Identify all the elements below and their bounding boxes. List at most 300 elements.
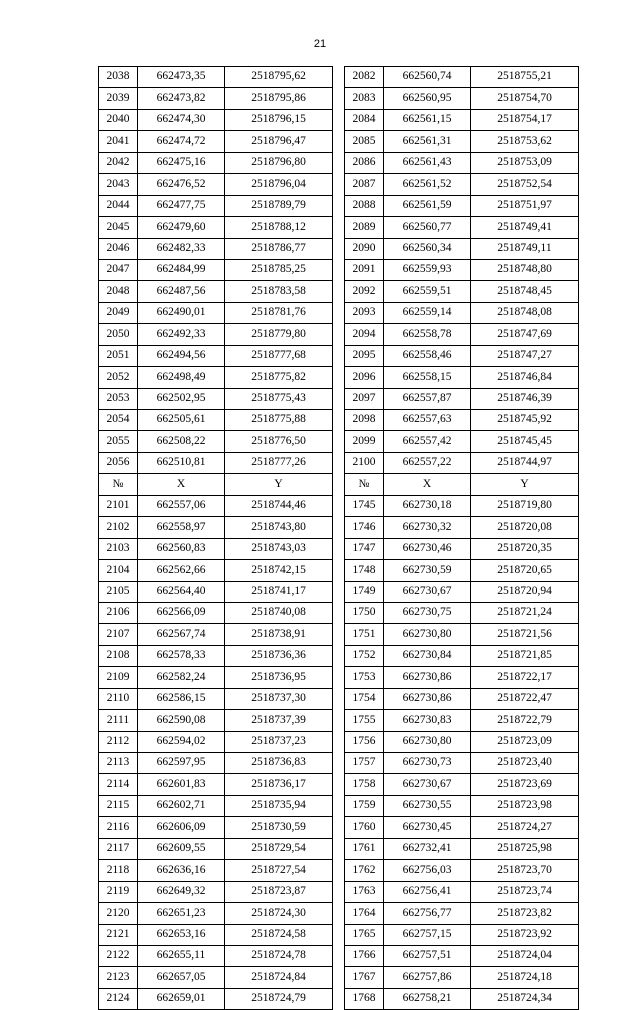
column-gap bbox=[333, 195, 345, 216]
table-row bbox=[99, 688, 579, 709]
x-coordinate-cell: 662566,09 bbox=[138, 602, 225, 623]
point-number-cell: 2053 bbox=[99, 388, 138, 409]
column-gap bbox=[333, 710, 345, 731]
y-coordinate-cell: 2518722,47 bbox=[471, 688, 579, 709]
column-gap bbox=[333, 238, 345, 259]
x-coordinate-cell: 662757,51 bbox=[384, 945, 471, 966]
column-gap bbox=[333, 838, 345, 859]
x-coordinate-cell: 662487,56 bbox=[138, 281, 225, 302]
point-number-cell: 2103 bbox=[99, 538, 138, 559]
column-gap bbox=[333, 881, 345, 902]
x-coordinate-cell: 662557,63 bbox=[384, 410, 471, 431]
y-coordinate-cell: 2518725,98 bbox=[471, 838, 579, 859]
table-row bbox=[99, 195, 579, 216]
y-coordinate-cell: 2518719,80 bbox=[471, 495, 579, 516]
table-row bbox=[99, 645, 579, 666]
point-number-cell: 2056 bbox=[99, 452, 138, 473]
column-gap bbox=[333, 860, 345, 881]
y-coordinate-cell: 2518738,91 bbox=[225, 624, 333, 645]
point-number-cell: 1745 bbox=[345, 495, 384, 516]
x-coordinate-cell: 662730,86 bbox=[384, 667, 471, 688]
x-coordinate-cell: 662473,82 bbox=[138, 88, 225, 109]
point-number-cell: 1755 bbox=[345, 710, 384, 731]
column-header-x: X bbox=[138, 474, 225, 495]
point-number-cell: 2043 bbox=[99, 174, 138, 195]
y-coordinate-cell: 2518796,47 bbox=[225, 131, 333, 152]
point-number-cell: 1748 bbox=[345, 560, 384, 581]
point-number-cell: 1747 bbox=[345, 538, 384, 559]
y-coordinate-cell: 2518724,34 bbox=[471, 988, 579, 1009]
y-coordinate-cell: 2518749,11 bbox=[471, 238, 579, 259]
point-number-cell: 2041 bbox=[99, 131, 138, 152]
column-gap bbox=[333, 131, 345, 152]
table-row bbox=[99, 109, 579, 130]
x-coordinate-cell: 662756,77 bbox=[384, 903, 471, 924]
x-coordinate-cell: 662730,59 bbox=[384, 560, 471, 581]
y-coordinate-cell: 2518776,50 bbox=[225, 431, 333, 452]
y-coordinate-cell: 2518741,17 bbox=[225, 581, 333, 602]
x-coordinate-cell: 662730,73 bbox=[384, 753, 471, 774]
point-number-cell: 1751 bbox=[345, 624, 384, 645]
x-coordinate-cell: 662578,33 bbox=[138, 645, 225, 666]
x-coordinate-cell: 662730,80 bbox=[384, 731, 471, 752]
table-row bbox=[99, 624, 579, 645]
x-coordinate-cell: 662557,22 bbox=[384, 452, 471, 473]
x-coordinate-cell: 662730,80 bbox=[384, 624, 471, 645]
point-number-cell: 2104 bbox=[99, 560, 138, 581]
x-coordinate-cell: 662558,46 bbox=[384, 345, 471, 366]
x-coordinate-cell: 662651,23 bbox=[138, 903, 225, 924]
y-coordinate-cell: 2518779,80 bbox=[225, 324, 333, 345]
point-number-cell: 2118 bbox=[99, 860, 138, 881]
x-coordinate-cell: 662564,40 bbox=[138, 581, 225, 602]
column-gap bbox=[333, 281, 345, 302]
y-coordinate-cell: 2518796,80 bbox=[225, 152, 333, 173]
column-gap bbox=[333, 152, 345, 173]
point-number-cell: 2116 bbox=[99, 817, 138, 838]
x-coordinate-cell: 662559,14 bbox=[384, 302, 471, 323]
y-coordinate-cell: 2518735,94 bbox=[225, 795, 333, 816]
table-row bbox=[99, 367, 579, 388]
y-coordinate-cell: 2518729,54 bbox=[225, 838, 333, 859]
column-gap bbox=[333, 602, 345, 623]
y-coordinate-cell: 2518723,82 bbox=[471, 903, 579, 924]
x-coordinate-cell: 662559,93 bbox=[384, 259, 471, 280]
y-coordinate-cell: 2518723,98 bbox=[471, 795, 579, 816]
coordinates-table-body bbox=[99, 67, 579, 1010]
point-number-cell: 2100 bbox=[345, 452, 384, 473]
table-row bbox=[99, 838, 579, 859]
x-coordinate-cell: 662474,72 bbox=[138, 131, 225, 152]
x-coordinate-cell: 662560,77 bbox=[384, 217, 471, 238]
y-coordinate-cell: 2518724,84 bbox=[225, 967, 333, 988]
y-coordinate-cell: 2518748,80 bbox=[471, 259, 579, 280]
x-coordinate-cell: 662557,42 bbox=[384, 431, 471, 452]
x-coordinate-cell: 662597,95 bbox=[138, 753, 225, 774]
y-coordinate-cell: 2518737,23 bbox=[225, 731, 333, 752]
y-coordinate-cell: 2518786,77 bbox=[225, 238, 333, 259]
x-coordinate-cell: 662757,15 bbox=[384, 924, 471, 945]
point-number-cell: 1762 bbox=[345, 860, 384, 881]
x-coordinate-cell: 662582,24 bbox=[138, 667, 225, 688]
column-gap bbox=[333, 174, 345, 195]
x-coordinate-cell: 662730,84 bbox=[384, 645, 471, 666]
x-coordinate-cell: 662560,95 bbox=[384, 88, 471, 109]
table-row bbox=[99, 731, 579, 752]
y-coordinate-cell: 2518724,79 bbox=[225, 988, 333, 1009]
column-gap bbox=[333, 795, 345, 816]
x-coordinate-cell: 662732,41 bbox=[384, 838, 471, 859]
table-row bbox=[99, 152, 579, 173]
x-coordinate-cell: 662756,03 bbox=[384, 860, 471, 881]
point-number-cell: 2086 bbox=[345, 152, 384, 173]
x-coordinate-cell: 662649,32 bbox=[138, 881, 225, 902]
y-coordinate-cell: 2518777,68 bbox=[225, 345, 333, 366]
column-gap bbox=[333, 538, 345, 559]
point-number-cell: 2101 bbox=[99, 495, 138, 516]
x-coordinate-cell: 662561,52 bbox=[384, 174, 471, 195]
x-coordinate-cell: 662479,60 bbox=[138, 217, 225, 238]
column-gap bbox=[333, 452, 345, 473]
column-gap bbox=[333, 302, 345, 323]
point-number-cell: 1759 bbox=[345, 795, 384, 816]
x-coordinate-cell: 662473,35 bbox=[138, 67, 225, 88]
y-coordinate-cell: 2518781,76 bbox=[225, 302, 333, 323]
x-coordinate-cell: 662606,09 bbox=[138, 817, 225, 838]
x-coordinate-cell: 662655,11 bbox=[138, 945, 225, 966]
table-row bbox=[99, 860, 579, 881]
point-number-cell: 2088 bbox=[345, 195, 384, 216]
y-coordinate-cell: 2518737,39 bbox=[225, 710, 333, 731]
x-coordinate-cell: 662482,33 bbox=[138, 238, 225, 259]
column-gap bbox=[333, 753, 345, 774]
x-coordinate-cell: 662561,43 bbox=[384, 152, 471, 173]
y-coordinate-cell: 2518747,69 bbox=[471, 324, 579, 345]
point-number-cell: 2117 bbox=[99, 838, 138, 859]
point-number-cell: 1764 bbox=[345, 903, 384, 924]
x-coordinate-cell: 662653,16 bbox=[138, 924, 225, 945]
x-coordinate-cell: 662477,75 bbox=[138, 195, 225, 216]
column-gap bbox=[333, 581, 345, 602]
column-header-x: X bbox=[384, 474, 471, 495]
x-coordinate-cell: 662475,16 bbox=[138, 152, 225, 173]
y-coordinate-cell: 2518723,69 bbox=[471, 774, 579, 795]
y-coordinate-cell: 2518723,92 bbox=[471, 924, 579, 945]
y-coordinate-cell: 2518727,54 bbox=[225, 860, 333, 881]
y-coordinate-cell: 2518723,09 bbox=[471, 731, 579, 752]
x-coordinate-cell: 662558,15 bbox=[384, 367, 471, 388]
point-number-cell: 2040 bbox=[99, 109, 138, 130]
y-coordinate-cell: 2518785,25 bbox=[225, 259, 333, 280]
table-row bbox=[99, 281, 579, 302]
x-coordinate-cell: 662510,81 bbox=[138, 452, 225, 473]
y-coordinate-cell: 2518723,87 bbox=[225, 881, 333, 902]
x-coordinate-cell: 662558,78 bbox=[384, 324, 471, 345]
column-gap bbox=[333, 474, 345, 495]
table-row bbox=[99, 602, 579, 623]
x-coordinate-cell: 662560,74 bbox=[384, 67, 471, 88]
column-header-n: № bbox=[99, 474, 138, 495]
point-number-cell: 2108 bbox=[99, 645, 138, 666]
y-coordinate-cell: 2518723,70 bbox=[471, 860, 579, 881]
y-coordinate-cell: 2518736,36 bbox=[225, 645, 333, 666]
column-gap bbox=[333, 774, 345, 795]
point-number-cell: 1767 bbox=[345, 967, 384, 988]
point-number-cell: 2095 bbox=[345, 345, 384, 366]
x-coordinate-cell: 662484,99 bbox=[138, 259, 225, 280]
x-coordinate-cell: 662559,51 bbox=[384, 281, 471, 302]
point-number-cell: 2038 bbox=[99, 67, 138, 88]
y-coordinate-cell: 2518754,17 bbox=[471, 109, 579, 130]
point-number-cell: 2122 bbox=[99, 945, 138, 966]
point-number-cell: 2047 bbox=[99, 259, 138, 280]
y-coordinate-cell: 2518744,46 bbox=[225, 495, 333, 516]
point-number-cell: 2115 bbox=[99, 795, 138, 816]
column-header-y: Y bbox=[225, 474, 333, 495]
x-coordinate-cell: 662601,83 bbox=[138, 774, 225, 795]
column-gap bbox=[333, 345, 345, 366]
x-coordinate-cell: 662561,15 bbox=[384, 109, 471, 130]
table-row bbox=[99, 581, 579, 602]
point-number-cell: 2112 bbox=[99, 731, 138, 752]
y-coordinate-cell: 2518748,45 bbox=[471, 281, 579, 302]
table-row bbox=[99, 431, 579, 452]
point-number-cell: 2046 bbox=[99, 238, 138, 259]
point-number-cell: 1756 bbox=[345, 731, 384, 752]
table-row bbox=[99, 452, 579, 473]
page-number: 21 bbox=[313, 38, 327, 50]
point-number-cell: 2099 bbox=[345, 431, 384, 452]
x-coordinate-cell: 662657,05 bbox=[138, 967, 225, 988]
x-coordinate-cell: 662730,75 bbox=[384, 602, 471, 623]
y-coordinate-cell: 2518788,12 bbox=[225, 217, 333, 238]
point-number-cell: 2096 bbox=[345, 367, 384, 388]
y-coordinate-cell: 2518746,84 bbox=[471, 367, 579, 388]
y-coordinate-cell: 2518724,30 bbox=[225, 903, 333, 924]
table-row bbox=[99, 795, 579, 816]
point-number-cell: 2123 bbox=[99, 967, 138, 988]
y-coordinate-cell: 2518737,30 bbox=[225, 688, 333, 709]
y-coordinate-cell: 2518753,09 bbox=[471, 152, 579, 173]
point-number-cell: 2052 bbox=[99, 367, 138, 388]
column-gap bbox=[333, 431, 345, 452]
point-number-cell: 2045 bbox=[99, 217, 138, 238]
x-coordinate-cell: 662730,55 bbox=[384, 795, 471, 816]
point-number-cell: 2111 bbox=[99, 710, 138, 731]
column-gap bbox=[333, 367, 345, 388]
table-row bbox=[99, 345, 579, 366]
y-coordinate-cell: 2518724,78 bbox=[225, 945, 333, 966]
table-row bbox=[99, 259, 579, 280]
point-number-cell: 1750 bbox=[345, 602, 384, 623]
y-coordinate-cell: 2518795,62 bbox=[225, 67, 333, 88]
table-row bbox=[99, 924, 579, 945]
y-coordinate-cell: 2518721,24 bbox=[471, 602, 579, 623]
y-coordinate-cell: 2518743,03 bbox=[225, 538, 333, 559]
x-coordinate-cell: 662756,41 bbox=[384, 881, 471, 902]
y-coordinate-cell: 2518745,92 bbox=[471, 410, 579, 431]
y-coordinate-cell: 2518753,62 bbox=[471, 131, 579, 152]
table-row bbox=[99, 302, 579, 323]
y-coordinate-cell: 2518724,04 bbox=[471, 945, 579, 966]
point-number-cell: 2105 bbox=[99, 581, 138, 602]
y-coordinate-cell: 2518796,15 bbox=[225, 109, 333, 130]
column-gap bbox=[333, 109, 345, 130]
x-coordinate-cell: 662730,67 bbox=[384, 774, 471, 795]
column-gap bbox=[333, 624, 345, 645]
table-row bbox=[99, 538, 579, 559]
column-gap bbox=[333, 967, 345, 988]
x-coordinate-cell: 662730,45 bbox=[384, 817, 471, 838]
column-gap bbox=[333, 560, 345, 581]
table-row bbox=[99, 388, 579, 409]
point-number-cell: 2092 bbox=[345, 281, 384, 302]
y-coordinate-cell: 2518783,58 bbox=[225, 281, 333, 302]
column-gap bbox=[333, 259, 345, 280]
point-number-cell: 2110 bbox=[99, 688, 138, 709]
point-number-cell: 1754 bbox=[345, 688, 384, 709]
column-gap bbox=[333, 688, 345, 709]
table-row bbox=[99, 710, 579, 731]
table-row bbox=[99, 88, 579, 109]
point-number-cell: 1766 bbox=[345, 945, 384, 966]
y-coordinate-cell: 2518751,97 bbox=[471, 195, 579, 216]
column-header-y: Y bbox=[471, 474, 579, 495]
table-row bbox=[99, 667, 579, 688]
point-number-cell: 2119 bbox=[99, 881, 138, 902]
y-coordinate-cell: 2518730,59 bbox=[225, 817, 333, 838]
table-header-row bbox=[99, 474, 579, 495]
y-coordinate-cell: 2518775,43 bbox=[225, 388, 333, 409]
x-coordinate-cell: 662757,86 bbox=[384, 967, 471, 988]
point-number-cell: 2090 bbox=[345, 238, 384, 259]
point-number-cell: 2094 bbox=[345, 324, 384, 345]
table-row bbox=[99, 67, 579, 88]
x-coordinate-cell: 662730,46 bbox=[384, 538, 471, 559]
x-coordinate-cell: 662609,55 bbox=[138, 838, 225, 859]
x-coordinate-cell: 662560,83 bbox=[138, 538, 225, 559]
point-number-cell: 2048 bbox=[99, 281, 138, 302]
y-coordinate-cell: 2518744,97 bbox=[471, 452, 579, 473]
column-gap bbox=[333, 924, 345, 945]
y-coordinate-cell: 2518754,70 bbox=[471, 88, 579, 109]
point-number-cell: 2044 bbox=[99, 195, 138, 216]
point-number-cell: 2098 bbox=[345, 410, 384, 431]
point-number-cell: 1757 bbox=[345, 753, 384, 774]
point-number-cell: 1746 bbox=[345, 517, 384, 538]
x-coordinate-cell: 662602,71 bbox=[138, 795, 225, 816]
x-coordinate-cell: 662474,30 bbox=[138, 109, 225, 130]
column-gap bbox=[333, 217, 345, 238]
y-coordinate-cell: 2518795,86 bbox=[225, 88, 333, 109]
x-coordinate-cell: 662586,15 bbox=[138, 688, 225, 709]
x-coordinate-cell: 662502,95 bbox=[138, 388, 225, 409]
point-number-cell: 2097 bbox=[345, 388, 384, 409]
x-coordinate-cell: 662567,74 bbox=[138, 624, 225, 645]
table-row bbox=[99, 174, 579, 195]
x-coordinate-cell: 662561,31 bbox=[384, 131, 471, 152]
table-row bbox=[99, 988, 579, 1009]
y-coordinate-cell: 2518740,08 bbox=[225, 602, 333, 623]
point-number-cell: 2042 bbox=[99, 152, 138, 173]
y-coordinate-cell: 2518748,08 bbox=[471, 302, 579, 323]
y-coordinate-cell: 2518720,94 bbox=[471, 581, 579, 602]
table-row bbox=[99, 131, 579, 152]
x-coordinate-cell: 662505,61 bbox=[138, 410, 225, 431]
point-number-cell: 2106 bbox=[99, 602, 138, 623]
table-row bbox=[99, 217, 579, 238]
y-coordinate-cell: 2518736,17 bbox=[225, 774, 333, 795]
y-coordinate-cell: 2518721,56 bbox=[471, 624, 579, 645]
table-row bbox=[99, 410, 579, 431]
y-coordinate-cell: 2518736,95 bbox=[225, 667, 333, 688]
table-row bbox=[99, 753, 579, 774]
column-gap bbox=[333, 495, 345, 516]
point-number-cell: 1758 bbox=[345, 774, 384, 795]
x-coordinate-cell: 662557,06 bbox=[138, 495, 225, 516]
y-coordinate-cell: 2518720,65 bbox=[471, 560, 579, 581]
y-coordinate-cell: 2518749,41 bbox=[471, 217, 579, 238]
y-coordinate-cell: 2518746,39 bbox=[471, 388, 579, 409]
point-number-cell: 1761 bbox=[345, 838, 384, 859]
x-coordinate-cell: 662476,52 bbox=[138, 174, 225, 195]
point-number-cell: 2050 bbox=[99, 324, 138, 345]
x-coordinate-cell: 662730,83 bbox=[384, 710, 471, 731]
y-coordinate-cell: 2518723,40 bbox=[471, 753, 579, 774]
table-row bbox=[99, 560, 579, 581]
x-coordinate-cell: 662730,67 bbox=[384, 581, 471, 602]
point-number-cell: 2107 bbox=[99, 624, 138, 645]
y-coordinate-cell: 2518777,26 bbox=[225, 452, 333, 473]
point-number-cell: 2039 bbox=[99, 88, 138, 109]
point-number-cell: 2089 bbox=[345, 217, 384, 238]
table-row bbox=[99, 495, 579, 516]
column-gap bbox=[333, 645, 345, 666]
point-number-cell: 2083 bbox=[345, 88, 384, 109]
table-row bbox=[99, 324, 579, 345]
column-gap bbox=[333, 410, 345, 431]
column-gap bbox=[333, 667, 345, 688]
table-row bbox=[99, 903, 579, 924]
table-row bbox=[99, 967, 579, 988]
y-coordinate-cell: 2518796,04 bbox=[225, 174, 333, 195]
point-number-cell: 1752 bbox=[345, 645, 384, 666]
point-number-cell: 2121 bbox=[99, 924, 138, 945]
x-coordinate-cell: 662590,08 bbox=[138, 710, 225, 731]
x-coordinate-cell: 662490,01 bbox=[138, 302, 225, 323]
column-gap bbox=[333, 731, 345, 752]
table-row bbox=[99, 945, 579, 966]
point-number-cell: 2049 bbox=[99, 302, 138, 323]
column-gap bbox=[333, 903, 345, 924]
y-coordinate-cell: 2518789,79 bbox=[225, 195, 333, 216]
point-number-cell: 2109 bbox=[99, 667, 138, 688]
x-coordinate-cell: 662594,02 bbox=[138, 731, 225, 752]
x-coordinate-cell: 662730,32 bbox=[384, 517, 471, 538]
point-number-cell: 2113 bbox=[99, 753, 138, 774]
coordinates-table bbox=[98, 66, 579, 1010]
y-coordinate-cell: 2518752,54 bbox=[471, 174, 579, 195]
x-coordinate-cell: 662562,66 bbox=[138, 560, 225, 581]
y-coordinate-cell: 2518745,45 bbox=[471, 431, 579, 452]
y-coordinate-cell: 2518721,85 bbox=[471, 645, 579, 666]
point-number-cell: 2051 bbox=[99, 345, 138, 366]
x-coordinate-cell: 662508,22 bbox=[138, 431, 225, 452]
point-number-cell: 1753 bbox=[345, 667, 384, 688]
point-number-cell: 2093 bbox=[345, 302, 384, 323]
y-coordinate-cell: 2518722,17 bbox=[471, 667, 579, 688]
point-number-cell: 2055 bbox=[99, 431, 138, 452]
